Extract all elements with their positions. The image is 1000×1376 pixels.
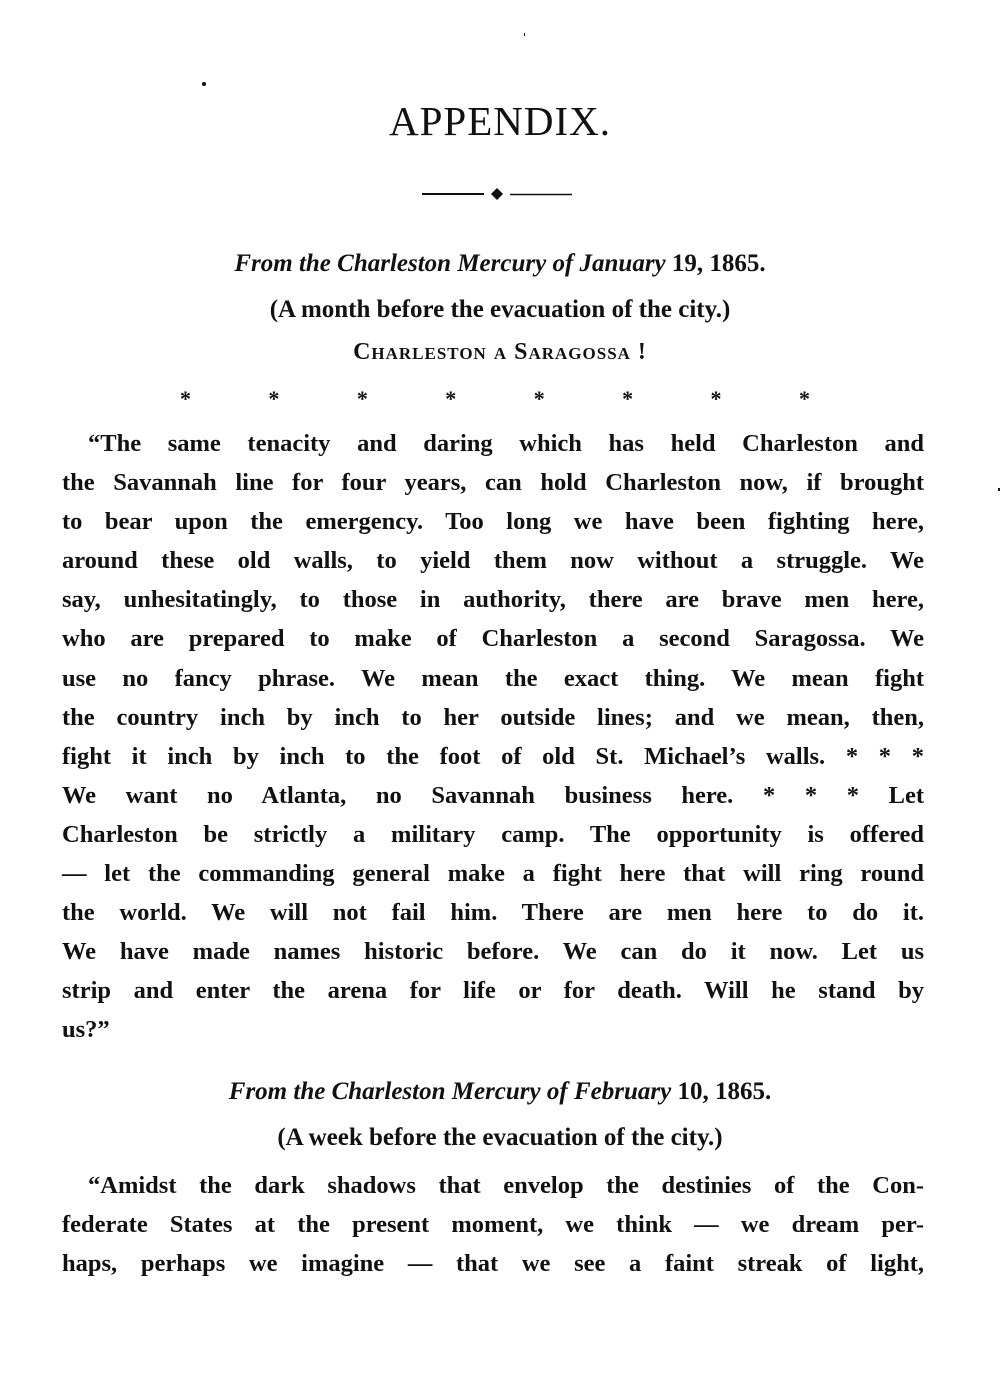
text-line: use no fancy phrase. We mean the exact thing. We mean fight — [62, 664, 924, 692]
asterisk: * — [798, 386, 810, 411]
asterism-row — [180, 384, 810, 414]
asterisk: * — [445, 386, 457, 411]
text-line: We want no Atlanta, no Savannah business here. * * * Let — [62, 781, 924, 809]
scan-speck — [202, 82, 206, 86]
article-heading: Charleston a Saragossa ! — [353, 339, 647, 365]
text-line: We have made names historic before. We can do it now. Let us — [62, 938, 924, 966]
context-note-february: (A week before the evacuation of the city.) — [277, 1124, 723, 1151]
source-citation-date: 19, 1865. — [665, 250, 766, 277]
text-line: fight it inch by inch to the foot of old St. Michael’s walls. * * * — [62, 742, 924, 770]
source-citation-january — [0, 248, 1000, 280]
text-line: to bear upon the emergency. Too long we have been fighting here, — [62, 508, 924, 536]
text-line: around these old walls, to yield them now without a struggle. We — [62, 547, 924, 575]
page-title: APPENDIX. — [389, 98, 611, 144]
text-line: strip and enter the arena for life or for death. Will he stand by — [62, 977, 924, 1005]
text-line: the country inch by inch to her outside lines; and we mean, then, — [62, 703, 924, 731]
source-citation-date: 10, 1865. — [671, 1078, 772, 1105]
quoted-paragraph-february — [62, 1166, 924, 1283]
asterisk: * — [356, 386, 368, 411]
text-line: the world. We will not fail him. There are men here to do it. — [62, 899, 924, 927]
asterisk: * — [622, 386, 634, 411]
source-citation-text: From the Charleston Mercury of February — [228, 1078, 672, 1105]
asterisk: * — [710, 386, 722, 411]
scan-speck — [524, 33, 525, 36]
asterisk: * — [533, 386, 545, 411]
asterisk: * — [180, 386, 191, 411]
text-line: say, unhesitatingly, to those in authority, there are brave men here, — [62, 586, 924, 614]
text-line: Charleston be strictly a military camp. The opportunity is offered — [62, 820, 924, 848]
source-citation-february — [0, 1076, 1000, 1108]
text-line: — let the commanding general make a fight here that will ring round — [62, 860, 924, 888]
source-citation-text: From the Charleston Mercury of January — [234, 250, 666, 277]
text-line: us?” — [62, 1016, 110, 1044]
quoted-paragraph-january — [62, 424, 924, 1050]
ornament-divider-icon — [422, 188, 572, 200]
context-note-january: (A month before the evacuation of the city.) — [269, 296, 731, 323]
text-line: “The same tenacity and daring which has held Charleston and — [88, 430, 924, 457]
text-line: the Savannah line for four years, can hold Charleston now, if brought — [62, 469, 924, 497]
text-line: “Amidst the dark shadows that envelop the destinies of the Con- — [88, 1172, 924, 1199]
asterisk: * — [268, 386, 280, 411]
text-line: haps, perhaps we imagine — that we see a faint streak of light, — [62, 1250, 924, 1278]
text-line: who are prepared to make of Charleston a second Saragossa. We — [62, 625, 924, 653]
text-line: federate States at the present moment, we think — we dream per- — [62, 1211, 924, 1239]
